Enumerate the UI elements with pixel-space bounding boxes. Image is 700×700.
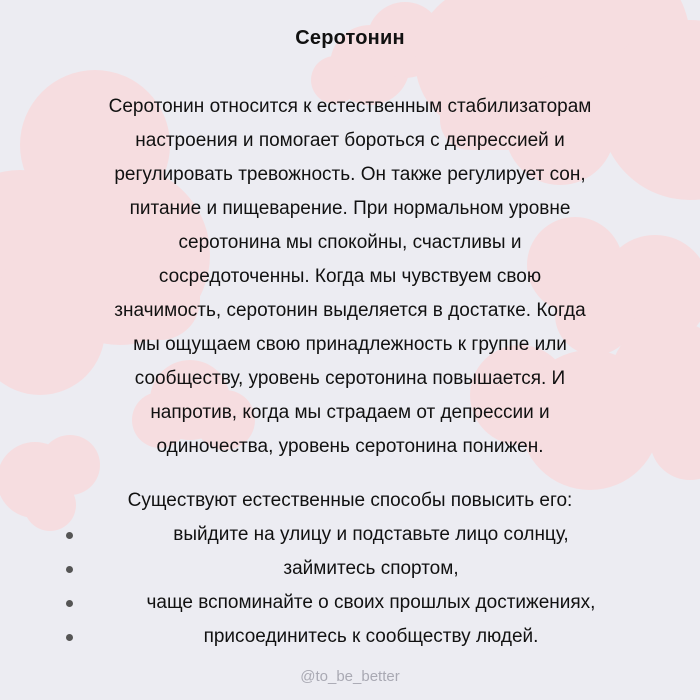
list-item: [66, 586, 662, 620]
bullet-icon: [66, 634, 73, 641]
paragraph-line: Серотонин относится к естественным стабилизаторам: [108, 96, 592, 117]
paragraph-line: одиночества, уровень серотонина понижен.: [156, 436, 544, 457]
paragraph-line: сосредоточенны. Когда мы чувствуем свою: [158, 266, 542, 287]
list-item: [66, 620, 662, 654]
list-intro: Существуют естественные способы повысить его:: [127, 490, 573, 511]
paragraph-line: регулировать тревожность. Он также регулирует сон,: [114, 164, 586, 185]
paragraph-line: серотонина мы спокойны, счастливы и: [178, 232, 522, 253]
paragraph-line: напротив, когда мы страдаем от депрессии и: [150, 402, 550, 423]
list-item-text: чаще вспоминайте о своих прошлых достижениях,: [146, 592, 596, 613]
bullet-icon: [66, 566, 73, 573]
list-item-text: займитесь спортом,: [283, 558, 459, 579]
bullet-icon: [66, 532, 73, 539]
author-handle: @to_be_better: [300, 668, 400, 685]
paragraph-line: настроения и помогает бороться с депрессией и: [135, 130, 565, 151]
paragraph-line: значимость, серотонин выделяется в достатке. Когда: [114, 300, 586, 321]
post-title: Серотонин: [295, 27, 405, 49]
list-item-text: присоединитесь к сообществу людей.: [203, 626, 539, 647]
paragraph-line: сообществу, уровень серотонина повышается. И: [134, 368, 566, 389]
tips-list: [66, 518, 662, 654]
bullet-icon: [66, 600, 73, 607]
list-item-text: выйдите на улицу и подставьте лицо солнцу,: [173, 524, 569, 545]
paragraph-line: мы ощущаем свою принадлежность к группе или: [133, 334, 567, 355]
list-item: [66, 552, 662, 586]
paragraph-line: питание и пищеварение. При нормальном уровне: [129, 198, 571, 219]
list-item: [66, 518, 662, 552]
post-paragraph: [40, 90, 660, 464]
